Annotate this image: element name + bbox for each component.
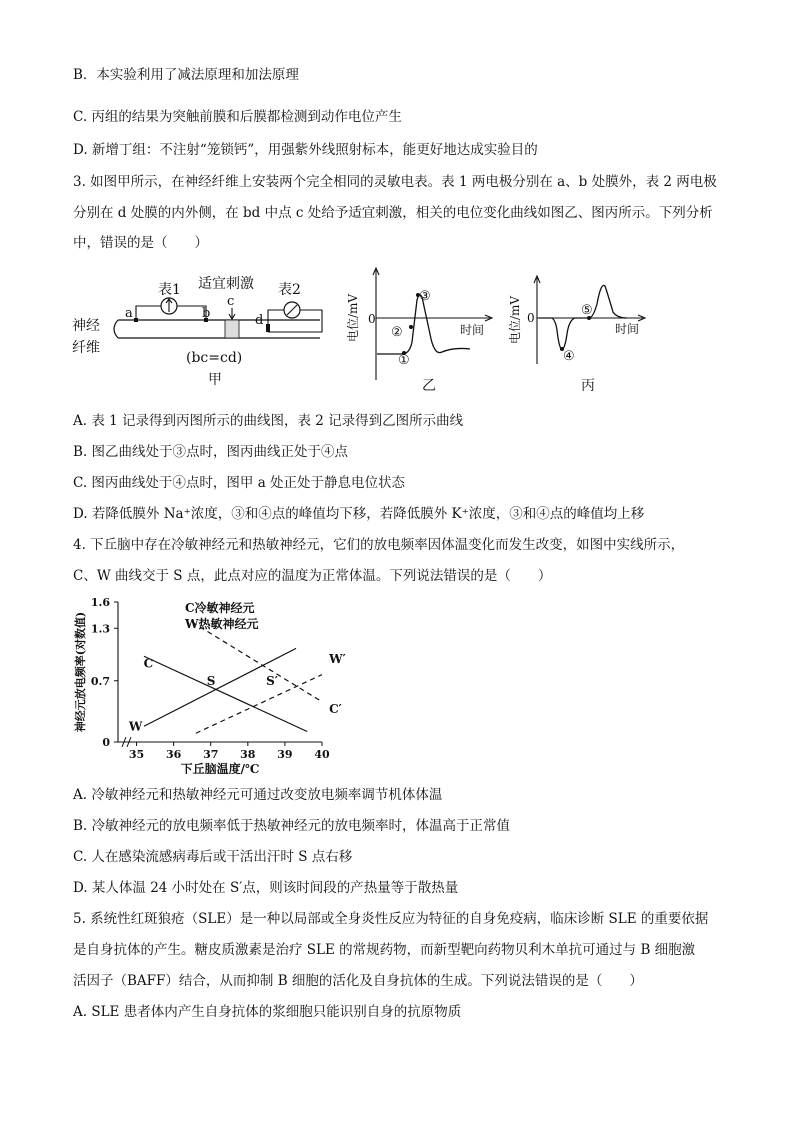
annotation-label: W	[128, 719, 143, 734]
figure-bing	[505, 268, 655, 394]
figure-jia	[70, 272, 330, 392]
x-tick-label: 35	[128, 748, 145, 761]
x-tick-label: 39	[277, 748, 293, 761]
point-b: b	[202, 306, 211, 321]
nerve-fiber	[114, 320, 320, 338]
option-c-top: C. 丙组的结果为突触前膜和后膜都检测到动作电位产生	[73, 109, 402, 125]
yi-y-label: 电位/mV	[346, 293, 360, 342]
option-b-top: B．本实验利用了减法原理和加法原理	[73, 67, 299, 83]
y-tick-label: 0.7	[90, 674, 110, 688]
yi-marker1: ①	[398, 353, 410, 368]
q4-stem-line1: 4. 下丘脑中存在冷敏神经元和热敏神经元，它们的放电频率因体温变化而发生改变，如图中实线所示，	[73, 537, 685, 553]
q3-stem-line2: 分别在 d 处膜的内外侧，在 bd 中点 c 处给予适宜刺激，相关的电位变化曲线如图乙、图丙所示。下列分析	[73, 205, 713, 221]
q3-stem-line3: 中，错误的是（ ）	[73, 235, 208, 251]
series-line-c-prime	[192, 622, 322, 702]
q3-option-b: B. 图乙曲线处于③点时，图丙曲线正处于④点	[73, 444, 349, 460]
q4-option-c: C. 人在感染流感病毒后或干活出汗时 S 点右移	[73, 849, 353, 865]
yi-point2	[409, 325, 413, 329]
stimulus-site	[225, 320, 239, 338]
bing-marker5: ⑤	[581, 303, 593, 318]
bing-y-axis	[534, 276, 540, 364]
q4-chart	[70, 592, 370, 774]
meter2-wires	[268, 310, 322, 332]
meter2-label: 表2	[278, 282, 301, 298]
meter1-needle	[166, 299, 172, 312]
electrode-d	[266, 324, 270, 332]
y-tick-label: 0	[102, 736, 110, 749]
q3-option-a: A. 表 1 记录得到丙图所示的曲线图，表 2 记录得到乙图所示曲线	[73, 413, 464, 429]
point-d: d	[255, 313, 264, 328]
series-line-c	[144, 656, 307, 731]
q4-stem-line2: C、W 曲线交于 S 点，此点对应的温度为正常体温。下列说法错误的是（ ）	[73, 568, 552, 584]
distance-note: (bc=cd)	[186, 350, 243, 366]
stimulus-label: 适宜刺激	[198, 276, 254, 292]
q5-stem-line1: 5. 系统性红斑狼疮（SLE）是一种以局部或全身炎性反应为特征的自身免疫病，临床诊断 SLE 的重要依据	[73, 911, 709, 927]
q4-option-a: A. 冷敏神经元和热敏神经元可通过改变放电频率调节机体体温	[73, 787, 443, 803]
figure-jia-caption: 甲	[208, 372, 222, 388]
bing-marker4: ④	[563, 349, 575, 364]
fiber-label-2: 纤维	[72, 340, 100, 356]
figure-bing-caption: 丙	[581, 378, 595, 394]
fiber-label-1: 神经	[72, 318, 100, 334]
point-c: c	[227, 294, 235, 309]
x-tick-label: 36	[165, 748, 182, 761]
bing-y-label: 电位/mV	[508, 295, 522, 344]
annotation-label: C	[143, 656, 154, 671]
x-tick-label: 40	[314, 748, 330, 761]
y-tick-label: 1.6	[90, 596, 110, 609]
yi-x-label: 时间	[460, 323, 485, 337]
meter2-needle	[287, 305, 297, 315]
bing-zero: 0	[527, 311, 535, 325]
annotation-label: S′	[266, 673, 278, 688]
electrode-a	[134, 318, 138, 322]
yi-zero: 0	[368, 312, 376, 326]
meter1-wires	[136, 306, 206, 320]
stimulus-arrow	[229, 308, 235, 319]
yi-x-axis	[376, 315, 492, 321]
q5-stem-line3: 活因子（BAFF）结合，从而抑制 B 细胞的活化及自身抗体的生成。下列说法错误的是（ ）	[73, 973, 643, 989]
q3-stem-line1: 3. 如图甲所示，在神经纤维上安装两个完全相同的灵敏电表。表 1 两电极分别在 a、b 处膜外，表 2 两电极	[73, 174, 717, 190]
figure-yi-caption: 乙	[422, 378, 436, 394]
legend-c: C冷敏神经元	[185, 601, 255, 615]
yi-marker3: ③	[419, 289, 431, 304]
meter1-label: 表1	[158, 282, 181, 298]
legend-w: W热敏神经元	[185, 617, 259, 631]
q5-option-a: A. SLE 患者体内产生自身抗体的浆细胞只能识别自身的抗原物质	[73, 1004, 462, 1020]
annotation-label: C′	[329, 701, 342, 716]
y-tick-label: 1.3	[90, 622, 110, 636]
q4-option-d: D. 某人体温 24 小时处在 S′点，则该时间段的产热量等于散热量	[73, 880, 459, 896]
q3-option-c: C. 图丙曲线处于④点时，图甲 a 处正处于静息电位状态	[73, 475, 406, 491]
x-tick-label: 37	[203, 748, 219, 761]
point-a: a	[125, 306, 133, 321]
y-axis-label: 神经元放电频率(对数值)	[74, 611, 87, 733]
yi-marker2: ②	[391, 325, 403, 340]
q4-option-b: B. 冷敏神经元的放电频率低于热敏神经元的放电频率时，体温高于正常值	[73, 818, 511, 834]
q5-stem-line2: 是自身抗体的产生。糖皮质激素是治疗 SLE 的常规药物，而新型靶向药物贝利木单抗可通过与 B 细胞激	[73, 942, 696, 958]
annotation-label: S	[206, 673, 216, 688]
figure-yi	[342, 262, 502, 394]
x-tick-label: 38	[240, 748, 256, 761]
annotation-label: W′	[329, 651, 346, 666]
bing-x-label: 时间	[615, 322, 640, 336]
q3-option-d: D. 若降低膜外 Na⁺浓度，③和④点的峰值均下移，若降低膜外 K⁺浓度，③和④点的峰值均上移	[73, 506, 645, 522]
option-d-top: D. 新增丁组：不注射“笼锁钙”，用强紫外线照射标本，能更好地达成实验目的	[73, 142, 538, 158]
x-axis-label: 下丘脑温度/℃	[180, 762, 260, 774]
